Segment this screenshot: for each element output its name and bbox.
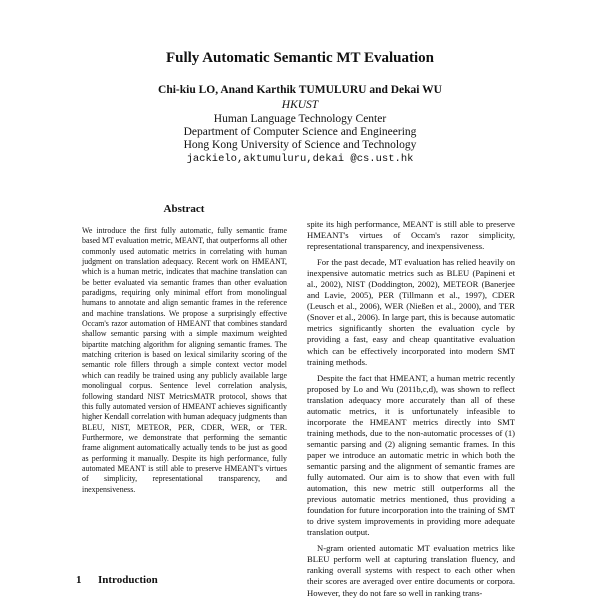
affiliation-short: HKUST — [281, 99, 319, 111]
paragraph: N-gram oriented automatic MT evaluation metrics like BLEU perform well at capturing translation fluency, and ranking overall systems with respect to each other when their scores are averaged over entire documents or corpora. However, they do not fare so well in ranking trans- — [307, 543, 515, 598]
affiliation-university: Hong Kong University of Science and Technology — [183, 139, 417, 151]
section-heading-introduction — [76, 574, 158, 586]
paper-title: Fully Automatic Semantic MT Evaluation — [165, 50, 435, 66]
paragraph: spite its high performance, MEANT is still able to preserve HMEANT's virtues of Occam's razor simplicity, representational transparency, and inexpensiveness. — [307, 219, 515, 252]
paragraph: For the past decade, MT evaluation has relied heavily on inexpensive automatic metrics such as BLEU (Papineni et al., 2002), NIST (Doddington, 2002), METEOR (Banerjee and Lavie, 2005), PER (Tillmann et al., 1997), CDER (Leusch et al., 2006), WER (Nießen et al., 2000), and TER (Snover et al., 2006). In large part, this is because automatic metrics significantly shorten the evaluation cycle by providing a fast, easy and cheap quantitative evaluation which can be effectively incorporated into modern SMT training methods. — [307, 257, 515, 367]
affiliation-department: Department of Computer Science and Engineering — [183, 126, 417, 138]
paragraph: Despite the fact that HMEANT, a human metric recently proposed by Lo and Wu (2011b,c,d), was shown to reflect translation adequacy more accurately than all of these automatic metrics, it is unfortunately infeasible to incorporate the HMEANT metrics directly into SMT training methods, due to the non-automatic processes of (1) semantic parsing and (2) aligning semantic frames. In this paper we introduce an automatic metric in which both the semantic parsing and the alignment of semantic frames are fully automated. Our aim is to show that even with full automation, this new metric still outperforms all the previous automatic metrics mentioned, thus providing a foundation for future incorporation into the training of SMT to drive system improvements in providing more adequate translation output. — [307, 372, 515, 538]
section-title: Introduction — [98, 574, 158, 586]
author-list: Chi-kiu LO, Anand Karthik TUMULURU and Dekai WU — [158, 84, 442, 96]
abstract-heading: Abstract — [163, 203, 205, 215]
section-number: 1 — [76, 574, 82, 586]
abstract-text: We introduce the first fully automatic, fully semantic frame based MT evaluation metric, MEANT, that outperforms all other commonly used automatic metrics in correlating with human judgment on translation adequacy. Recent work on HMEANT, which is a human metric, indicates that machine translation can be better evaluated via semantic frames than other evaluation paradigms, requiring only minimal effort from monolingual humans to annotate and align semantic frames in the reference and machine translations. We propose a surprisingly effective Occam's razor automation of HMEANT that combines standard shallow semantic parsing with a simple maximum weighted bipartite matching algorithm for aligning semantic frames. The matching criterion is based on lexical similarity scoring of the semantic role fillers through a simple context vector model which can readily be trained using any publicly available large monolingual corpus. Sentence level correlation analysis, following standard NIST MetricsMATR protocol, shows that this fully automated version of HMEANT achieves significantly higher Kendall correlation with human adequacy judgments than BLEU, NIST, METEOR, PER, CDER, WER, or TER. Furthermore, we demonstrate that performing the semantic frame alignment automatically actually tends to be just as good as performing it manually. Despite its high performance, fully automated MEANT is still able to preserve HMEANT's virtues of simplicity, representational transparency, and inexpensiveness. — [82, 226, 287, 494]
right-column — [307, 219, 515, 604]
affiliation-center: Human Language Technology Center — [213, 113, 387, 125]
author-emails: jackielo,aktumuluru,dekai @cs.ust.hk — [186, 153, 414, 165]
